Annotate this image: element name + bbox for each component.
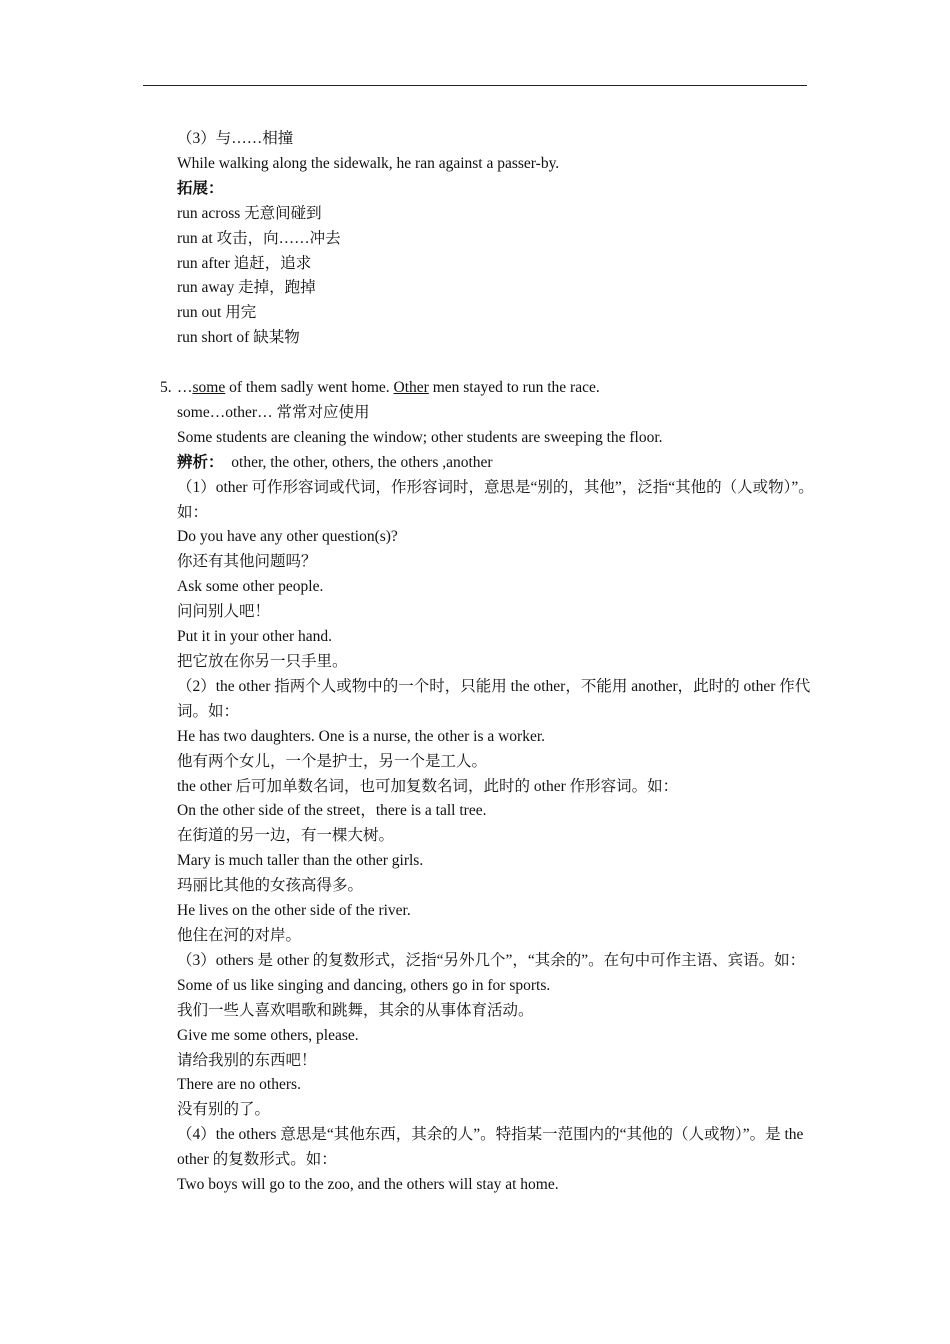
blank-line bbox=[177, 351, 822, 376]
extension-label: 拓展： bbox=[177, 179, 224, 197]
analysis-label: 辨析： bbox=[177, 453, 224, 471]
document-body bbox=[160, 127, 822, 1198]
example-line: Give me some others, please. bbox=[177, 1026, 359, 1044]
example-line: 没有别的了。 bbox=[177, 1101, 271, 1119]
example-line: 玛丽比其他的女孩高得多。 bbox=[177, 877, 364, 895]
paragraph-1: （1）other 可作形容词或代词，作形容词时，意思是“别的，其他”，泛指“其他的（人或物）”。如： bbox=[177, 478, 814, 521]
underlined-word: Other bbox=[393, 379, 429, 397]
example-line: 你还有其他问题吗？ bbox=[177, 553, 317, 571]
paragraph-4: （4）the others 意思是“其他东西，其余的人”。特指某一范围内的“其他的（人或物）”。是 the other 的复数形式。如： bbox=[177, 1126, 804, 1169]
phrase-item: run after 追赶，追求 bbox=[177, 254, 312, 272]
example-line: Two boys will go to the zoo, and the others will stay at home. bbox=[177, 1176, 559, 1194]
phrase-item: run short of 缺某物 bbox=[177, 329, 300, 347]
item-5-heading bbox=[160, 376, 822, 401]
example-line: 他有两个女儿，一个是护士，另一个是工人。 bbox=[177, 752, 488, 770]
phrase-list bbox=[177, 202, 822, 351]
usage-note: some…other… 常常对应使用 bbox=[177, 403, 370, 421]
analysis-text: other, the other, others, the others ,another bbox=[223, 453, 493, 471]
phrase-item: run across 无意间碰到 bbox=[177, 204, 322, 222]
item-number: 5. bbox=[160, 379, 172, 397]
example-line: Mary is much taller than the other girls. bbox=[177, 852, 424, 870]
header-rule bbox=[143, 85, 807, 86]
example-line: There are no others. bbox=[177, 1076, 301, 1094]
phrase-item: run out 用完 bbox=[177, 304, 257, 322]
example-line: 把它放在你另一只手里。 bbox=[177, 653, 348, 671]
example-line: He has two daughters. One is a nurse, the other is a worker. bbox=[177, 727, 546, 745]
example-sentence: While walking along the sidewalk, he ran against a passer-by. bbox=[177, 154, 560, 172]
phrase-item: run at 攻击，向……冲去 bbox=[177, 229, 341, 247]
example-line: Some of us like singing and dancing, others go in for sports. bbox=[177, 976, 551, 994]
analysis-line bbox=[177, 451, 822, 476]
phrase-item: run away 走掉，跑掉 bbox=[177, 279, 316, 297]
text-fragment: … bbox=[177, 379, 193, 397]
example-line: 我们一些人喜欢唱歌和跳舞，其余的从事体育活动。 bbox=[177, 1001, 534, 1019]
text-fragment: men stayed to run the race. bbox=[428, 379, 600, 397]
example-line: Do you have any other question(s)? bbox=[177, 528, 398, 546]
underlined-word: some bbox=[192, 379, 226, 397]
usage-example: Some students are cleaning the window; other students are sweeping the floor. bbox=[177, 428, 663, 446]
example-line: 请给我别的东西吧！ bbox=[177, 1051, 317, 1069]
example-line: 他住在河的对岸。 bbox=[177, 926, 302, 944]
example-line: the other 后可加单数名词，也可加复数名词，此时的 other 作形容词。如： bbox=[177, 777, 679, 795]
section-heading: （3）与……相撞 bbox=[177, 130, 294, 147]
paragraph-3: （3）others 是 other 的复数形式，泛指“另外几个”，“其余的”。在句中可作主语、宾语。如： bbox=[177, 951, 806, 969]
example-line: On the other side of the street，there is a tall tree. bbox=[177, 802, 487, 820]
example-line: 在街道的另一边，有一棵大树。 bbox=[177, 827, 395, 845]
example-line: Ask some other people. bbox=[177, 578, 324, 596]
example-line: He lives on the other side of the river. bbox=[177, 902, 411, 920]
example-line: 问问别人吧！ bbox=[177, 603, 271, 621]
example-line: Put it in your other hand. bbox=[177, 628, 332, 646]
text-fragment: of them sadly went home. bbox=[225, 379, 394, 397]
paragraph-2: （2）the other 指两个人或物中的一个时，只能用 the other，不能用 another，此时的 other 作代词。如： bbox=[177, 677, 811, 720]
